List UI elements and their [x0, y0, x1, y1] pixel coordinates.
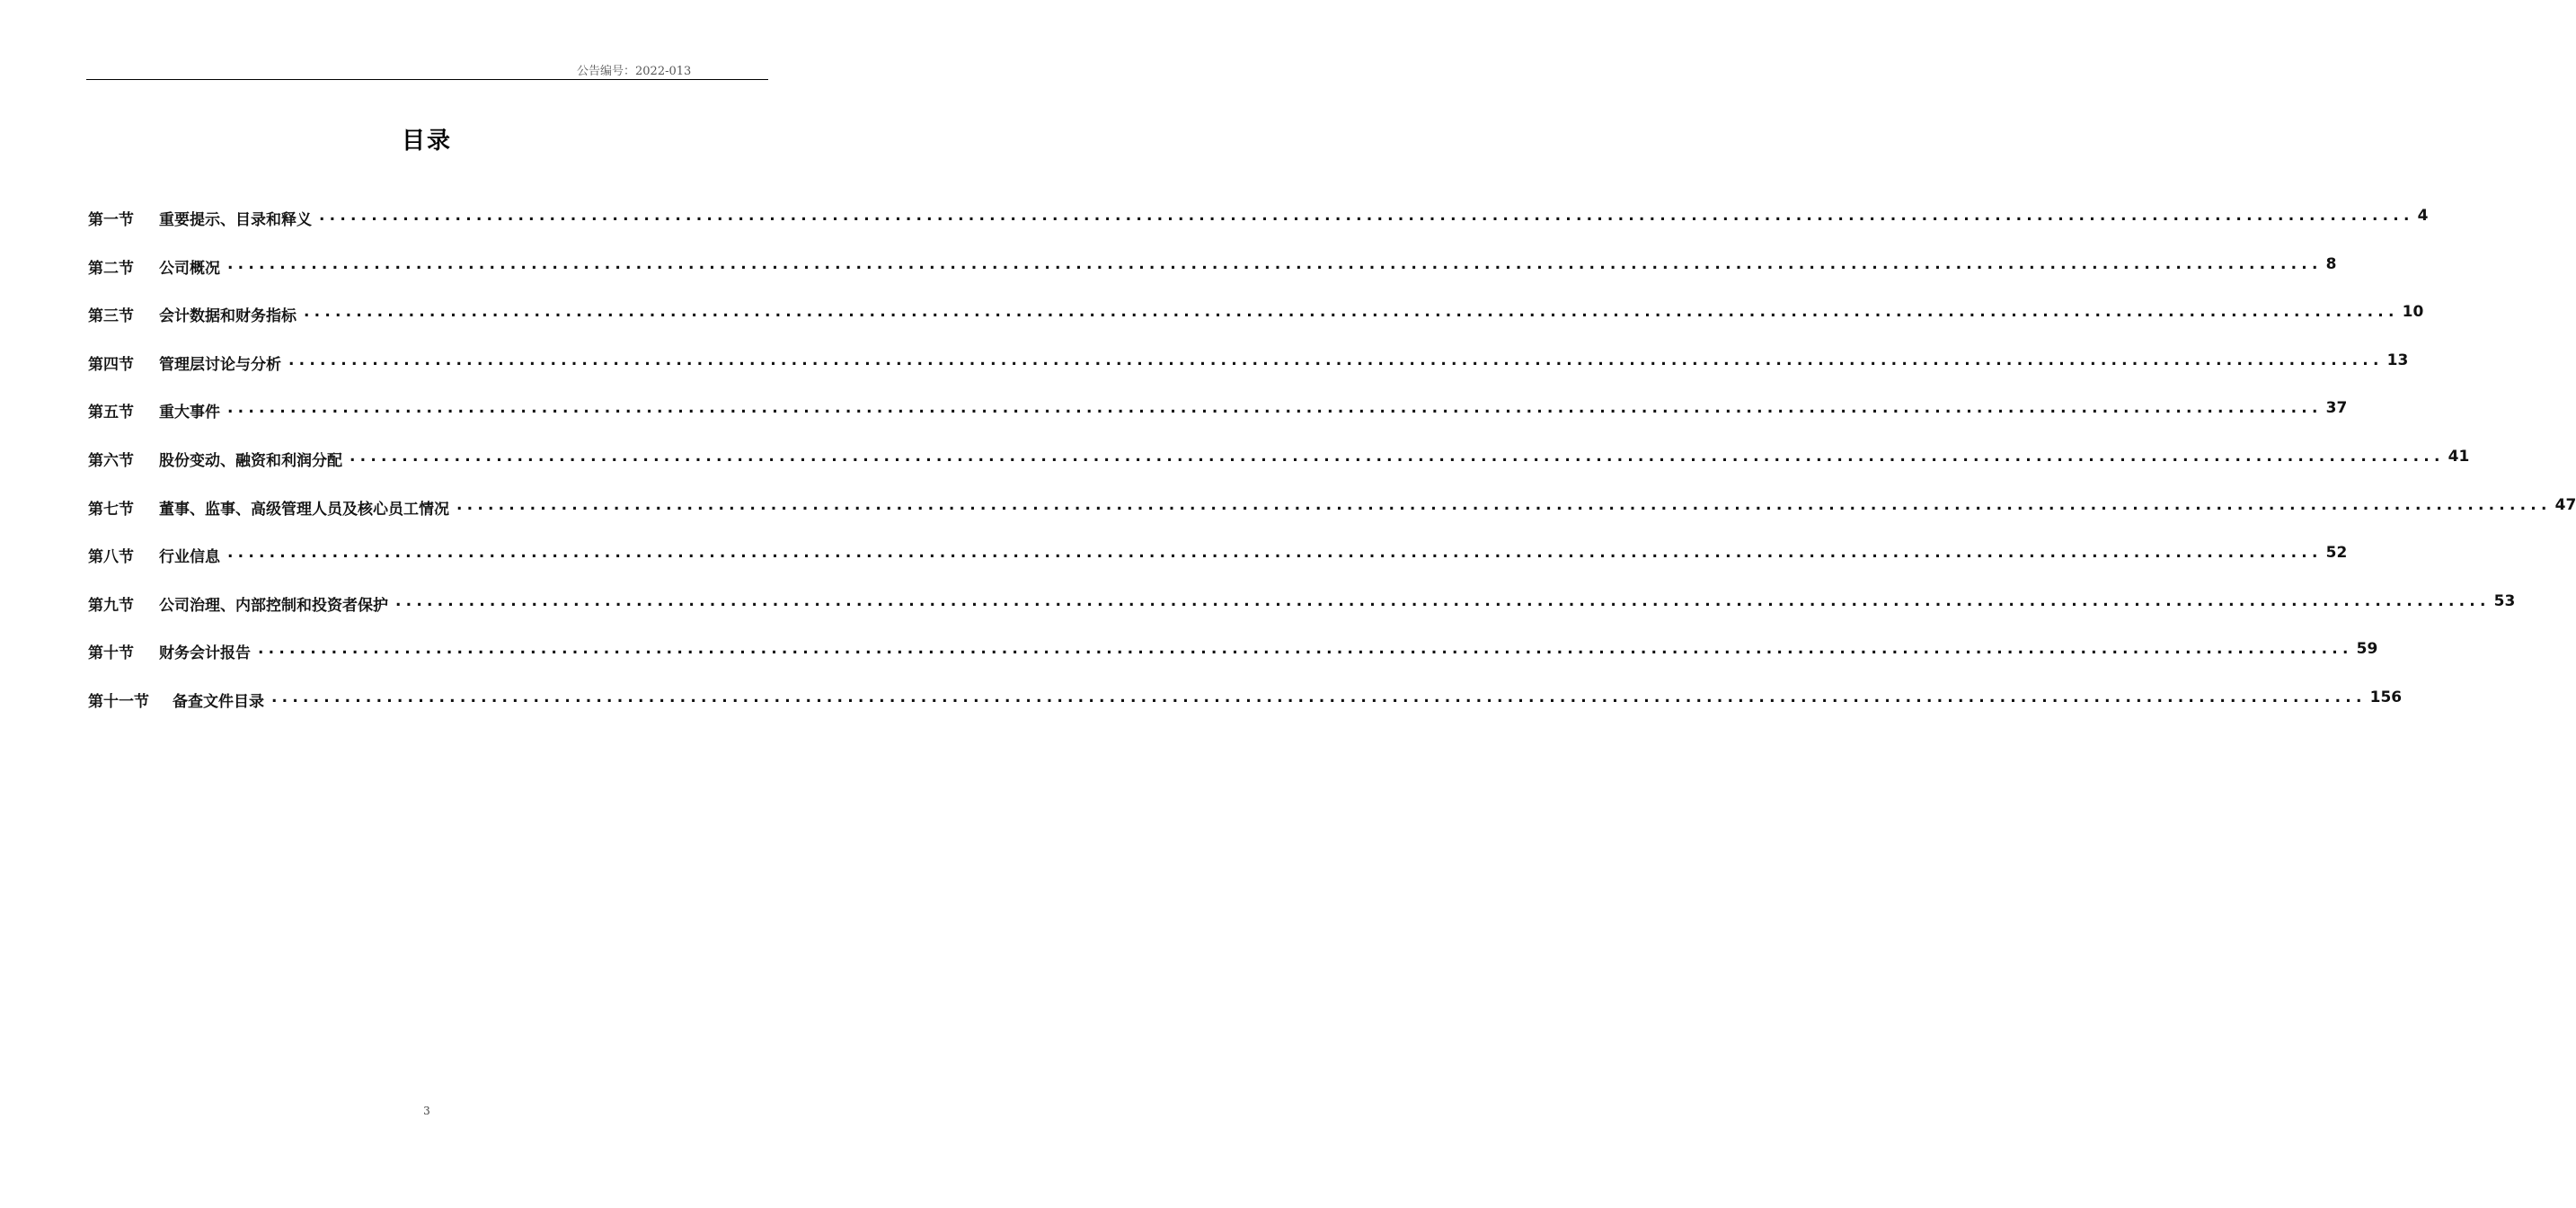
toc-leader: ........................................................................................................................................................................................................ [227, 544, 2323, 563]
toc-section-title: 重大事件 [159, 404, 220, 422]
toc-entry[interactable] [88, 399, 2348, 448]
toc-section-number: 第三节 [88, 307, 134, 326]
toc-leader: ........................................................................................................................................................................................................ [319, 207, 2414, 225]
toc-page-number: 41 [2448, 447, 2470, 466]
toc-section-title: 财务会计报告 [159, 644, 251, 663]
header-divider [86, 79, 768, 80]
toc-leader: ........................................................................................................................................................................................................ [456, 495, 2552, 514]
toc-section-title: 董事、监事、高级管理人员及核心员工情况 [159, 500, 449, 519]
toc-section-title: 股份变动、融资和利润分配 [159, 451, 342, 470]
toc-page-number: 10 [2402, 303, 2424, 322]
toc-leader: ........................................................................................................................................................................................................ [227, 399, 2323, 418]
toc-entry[interactable] [88, 254, 2337, 304]
toc-entry[interactable] [88, 640, 2378, 688]
toc-page-number: 59 [2356, 640, 2378, 659]
table-of-contents [88, 207, 2576, 737]
toc-entry[interactable] [88, 544, 2348, 592]
toc-section-number: 第八节 [88, 548, 134, 567]
toc-leader: ........................................................................................................................................................................................................ [350, 447, 2445, 466]
toc-page-number: 37 [2325, 399, 2348, 418]
toc-section-title: 公司治理、内部控制和投资者保护 [159, 596, 388, 615]
toc-entry[interactable] [88, 351, 2409, 400]
toc-leader: ........................................................................................................................................................................................................ [258, 640, 2353, 659]
toc-page-number: 156 [2369, 688, 2403, 706]
toc-entry[interactable] [88, 207, 2429, 255]
toc-section-number: 第十一节 [88, 692, 149, 711]
toc-page-number: 13 [2386, 351, 2409, 369]
toc-page-number: 4 [2417, 207, 2429, 225]
toc-section-number: 第一节 [88, 211, 134, 229]
toc-page-number: 8 [2325, 254, 2337, 273]
toc-section-title: 行业信息 [159, 548, 220, 567]
toc-section-number: 第十节 [88, 644, 134, 663]
toc-section-number: 第七节 [88, 500, 134, 519]
toc-page-number: 52 [2325, 544, 2348, 563]
toc-page-number: 53 [2493, 591, 2516, 610]
toc-section-title: 公司概况 [159, 259, 220, 278]
toc-entry[interactable] [88, 688, 2403, 737]
toc-section-number: 第九节 [88, 596, 134, 615]
toc-section-title: 管理层讨论与分析 [159, 355, 281, 374]
notice-number: 公告编号：2022-013 [577, 65, 692, 78]
toc-section-title: 备查文件目录 [173, 692, 264, 711]
toc-entry[interactable] [88, 591, 2516, 641]
toc-section-title: 重要提示、目录和释义 [159, 211, 312, 229]
toc-leader: ........................................................................................................................................................................................................ [288, 351, 2384, 369]
toc-leader: ........................................................................................................................................................................................................ [304, 303, 2399, 322]
toc-leader: ........................................................................................................................................................................................................ [227, 254, 2323, 273]
toc-section-title: 会计数据和财务指标 [159, 307, 297, 326]
toc-section-number: 第二节 [88, 259, 134, 278]
toc-section-number: 第四节 [88, 355, 134, 374]
page-title: 目录 [401, 128, 452, 155]
toc-entry[interactable] [88, 447, 2470, 496]
toc-entry[interactable] [88, 303, 2424, 351]
toc-section-number: 第六节 [88, 451, 134, 470]
toc-section-number: 第五节 [88, 404, 134, 422]
toc-leader: ........................................................................................................................................................................................................ [271, 688, 2367, 706]
toc-page-number: 47 [2554, 495, 2576, 514]
page-number: 3 [423, 1105, 430, 1117]
toc-leader: ........................................................................................................................................................................................................ [395, 591, 2491, 610]
toc-entry[interactable] [88, 495, 2576, 545]
